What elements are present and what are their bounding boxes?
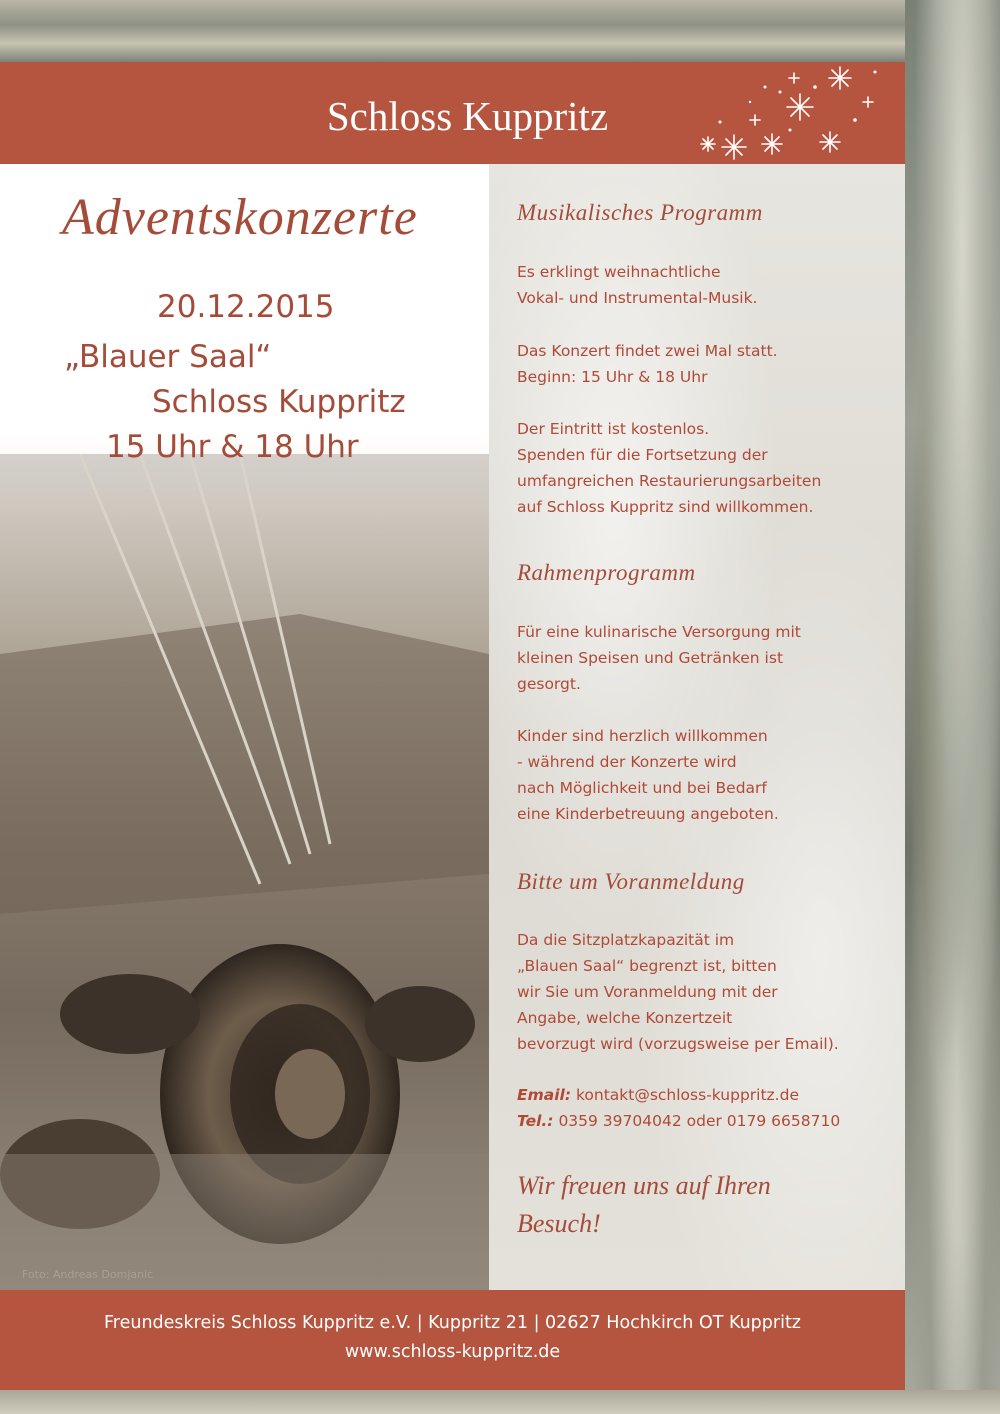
- frame-paragraph-2: Kinder sind herzlich willkommen - während der Konzerte wird nach Möglichkeit und bei Bedarf eine Kinderbetreuung angeboten.: [517, 727, 779, 823]
- event-venue-hall: „Blauer Saal“: [64, 339, 272, 375]
- footer-address: Freundeskreis Schloss Kuppritz e.V. | Kuppritz 21 | 02627 Hochkirch OT Kuppritz: [103, 1313, 801, 1333]
- event-title: Adventskonzerte: [62, 189, 418, 246]
- email-label: Email:: [517, 1086, 572, 1104]
- program-paragraph-3: Der Eintritt ist kostenlos. Spenden für die Fortsetzung der umfangreichen Restaurierungsarbeiten auf Schloss Kuppritz sind willkommen.: [517, 420, 822, 516]
- section-title-frame: Rahmenprogramm: [517, 560, 696, 585]
- header-band: [0, 62, 905, 164]
- contact-phone: [517, 1112, 840, 1130]
- footer-website-link[interactable]: www.schloss-kuppritz.de: [344, 1342, 561, 1362]
- program-paragraph-1: Es erklingt weihnachtliche Vokal- und Instrumental-Musik.: [517, 263, 758, 307]
- header-title: Schloss Kuppritz: [326, 93, 609, 139]
- violin-scroll-image: [0, 454, 489, 1290]
- background-painting-bottom: [0, 1390, 1000, 1414]
- info-panel: [489, 164, 905, 1290]
- phone-label: Tel.:: [517, 1112, 554, 1130]
- contact-email: [517, 1086, 799, 1104]
- email-link[interactable]: kontakt@schloss-kuppritz.de: [575, 1086, 799, 1104]
- section-title-registration: Bitte um Voranmeldung: [517, 869, 745, 894]
- footer-band: [0, 1290, 905, 1390]
- event-times: 15 Uhr & 18 Uhr: [106, 429, 359, 465]
- closing-message: Wir freuen uns auf Ihren Besuch!: [517, 1171, 771, 1238]
- event-date: 20.12.2015: [157, 289, 335, 325]
- background-painting-right: [905, 0, 1000, 1414]
- section-title-program: Musikalisches Programm: [517, 200, 763, 225]
- snowflake-icon: [690, 62, 890, 164]
- phone-number: 0359 39704042 oder 0179 6658710: [558, 1112, 841, 1130]
- program-paragraph-2: Das Konzert findet zwei Mal statt. Beginn: 15 Uhr & 18 Uhr: [517, 342, 778, 386]
- left-panel: [0, 164, 489, 1290]
- frame-paragraph-1: Für eine kulinarische Versorgung mit kleinen Speisen und Getränken ist gesorgt.: [517, 623, 801, 693]
- background-painting-top: [0, 0, 1000, 62]
- event-venue-castle: Schloss Kuppritz: [152, 384, 406, 420]
- photo-credit: Foto: Andreas Domjanic: [22, 1268, 154, 1281]
- registration-paragraph: Da die Sitzplatzkapazität im „Blauen Saal“ begrenzt ist, bitten wir Sie um Voranmeldung mit der Angabe, welche Konzertzeit bevorzugt wird (vorzugsweise per Email).: [517, 931, 839, 1053]
